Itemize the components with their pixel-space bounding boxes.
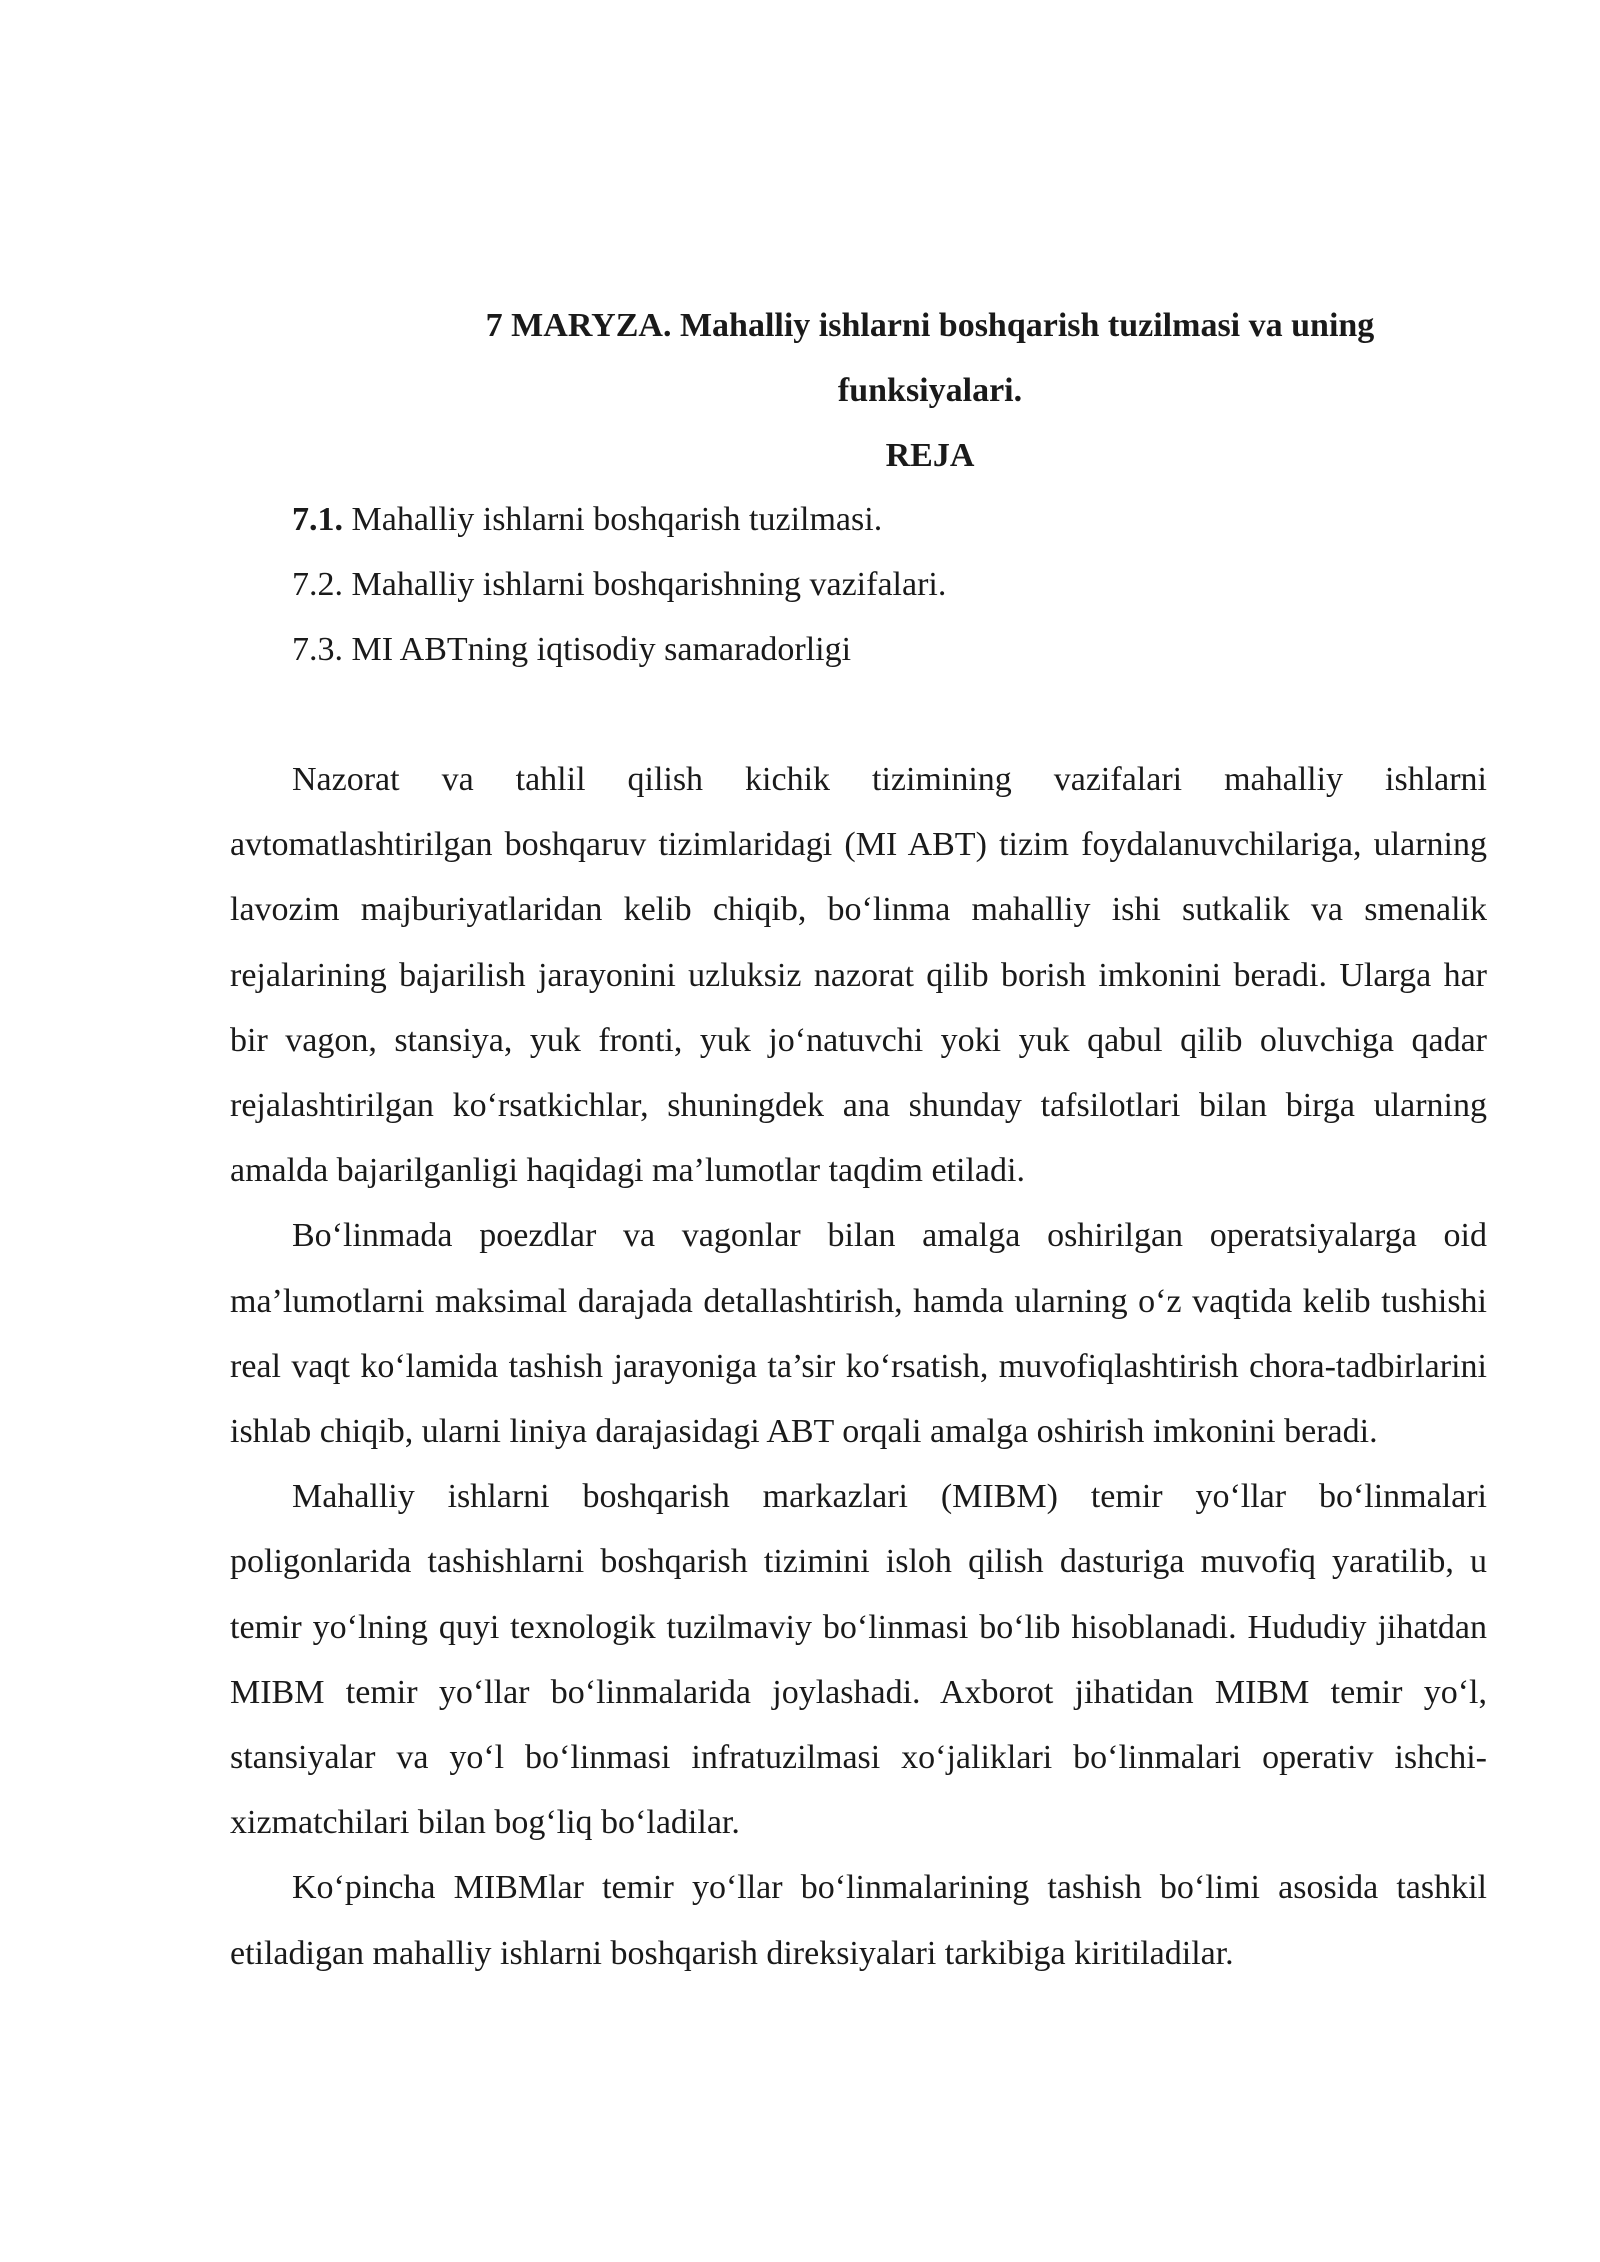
plan-heading: REJA <box>885 437 975 474</box>
plan-item-text: MI ABTning iqtisodiy samaradorligi <box>343 631 852 668</box>
plan-list <box>292 487 946 682</box>
plan-item <box>292 617 946 682</box>
page-title-line-2: funksiyalari. <box>837 372 1023 409</box>
plan-item-number: 7.2. <box>292 566 343 603</box>
plan-item-text: Mahalliy ishlarni boshqarishning vazifalari. <box>343 566 947 603</box>
body-text <box>230 747 1487 1986</box>
body-paragraph: Ko‘pincha MIBMlar temir yo‘llar bo‘linmalarining tashish bo‘limi asosida tashkil etiladigan mahalliy ishlarni boshqarish direksiyalari tarkibiga kiritiladilar. <box>230 1869 1487 1972</box>
plan-item <box>292 552 946 617</box>
plan-item-number: 7.1. <box>292 501 343 538</box>
page-title <box>230 293 1600 423</box>
body-paragraph: Bo‘linmada poezdlar va vagonlar bilan amalga oshirilgan operatsiyalarga oid ma’lumotlarni maksimal darajada detallashtirish, hamda ularning o‘z vaqtida kelib tushishi real vaqt ko‘lamida tashish jarayoniga ta’sir ko‘rsatish, muvofiqlashtirish chora-tadbirlarini ishlab chiqib, ularni liniya darajasidagi ABT orqali amalga oshirish imkonini beradi. <box>230 1217 1487 1451</box>
body-paragraph: Mahalliy ishlarni boshqarish markazlari (MIBM) temir yo‘llar bo‘linmalari poligonlarida tashishlarni boshqarish tizimini isloh qilish dasturiga muvofiq yaratilib, u temir yo‘lning quyi texnologik tuzilmaviy bo‘linmasi bo‘lib hisoblanadi. Hududiy jihatdan MIBM temir yo‘llar bo‘linmalarida joylashadi. Axborot jihatidan MIBM temir yo‘l, stansiyalar va yo‘l bo‘linmasi infratuzilmasi xo‘jaliklari bo‘linmalari operativ ishchi-xizmatchilari bilan bog‘liq bo‘ladilar. <box>230 1478 1487 1842</box>
page-title-line-1: 7 MARYZA. Mahalliy ishlarni boshqarish tuzilmasi va uning <box>485 307 1375 344</box>
plan-item-text: Mahalliy ishlarni boshqarish tuzilmasi. <box>343 501 883 538</box>
plan-item-number: 7.3. <box>292 631 343 668</box>
body-paragraph: Nazorat va tahlil qilish kichik tizimining vazifalari mahalliy ishlarni avtomatlashtirilgan boshqaruv tizimlaridagi (MI ABT) tizim foydalanuvchilariga, ularning lavozim majburiyatlaridan kelib chiqib, bo‘linma mahalliy ishi sutkalik va smenalik rejalarining bajarilish jarayonini uzluksiz nazorat qilib borish imkonini beradi. Ularga har bir vagon, stansiya, yuk fronti, yuk jo‘natuvchi yoki yuk qabul qilib oluvchiga qadar rejalashtirilgan ko‘rsatkichlar, shuningdek ana shunday tafsilotlari bilan birga ularning amalda bajarilganligi haqidagi ma’lumotlar taqdim etiladi. <box>230 761 1487 1190</box>
plan-item <box>292 487 946 552</box>
